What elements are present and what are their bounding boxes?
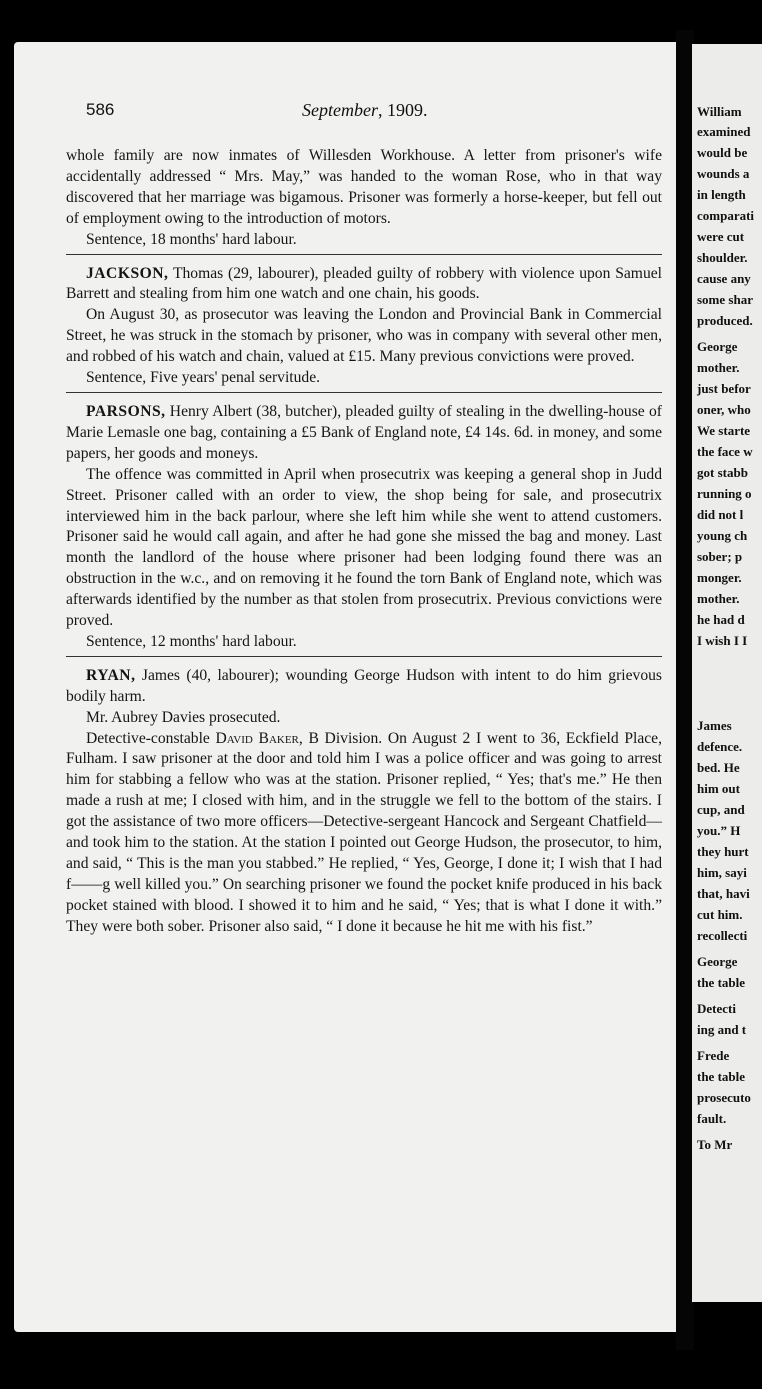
case-heading-jackson [66,264,662,306]
running-head-month: September [302,100,378,120]
facing-page-line: the table [697,975,746,990]
facing-page-line: some shar [697,292,753,307]
case-sentence: Sentence, 12 months' hard labour. [86,632,297,650]
facing-page-line: just befor [697,381,751,396]
facing-page-line: monger. [697,570,742,585]
page-number: 586 [86,100,115,119]
facing-page-line: in length [697,187,746,202]
facing-page-line: comparati [697,208,755,223]
case-body-jackson: On August 30, as prosecutor was leaving the London and Provincial Bank in Commercial Street, he was struck in the stomach by prisoner, who was in company with several other men, and robbed of his watch and chain, valued at £15. Many previous convictions were proved. [66,306,662,366]
case-sentence: Sentence, 18 months' hard labour. [86,230,297,248]
facing-page-line: produced. [697,313,753,328]
facing-page-line: George [697,339,738,354]
facing-page-line: I wish I I [697,633,748,648]
case-heading-text: Thomas (29, labourer), pleaded guilty of robbery with violence upon Samuel Barrett and stealing from him one watch and one chain, his goods. [66,264,662,303]
case-heading-text: James (40, labourer); wounding George Hudson with intent to do him grievous bodily harm. [66,666,662,705]
running-head-year: , 1909. [377,100,428,120]
facing-page-line: mother. [697,360,740,375]
page-body [66,146,662,938]
facing-page-line: recollecti [697,928,748,943]
facing-page-line: William [697,104,742,119]
facing-page-line: young ch [697,528,748,543]
facing-page-line: examined [697,124,751,139]
facing-page-line: George [697,954,738,969]
witness-testimony [66,729,662,938]
case-continuation-text: whole family are now inmates of Willesden Workhouse. A letter from prisoner's wife accidentally addressed “ Mrs. May,” was handed to the woman Rose, who in that way discovered that her marriage was bigamous. Prisoner was formerly a horse-keeper, but fell out of employment owing to the introduction of motors. [66,147,662,227]
facing-page-line: oner, who [697,402,751,417]
facing-page-line: running o [697,486,752,501]
facing-page-line: the table [697,1069,746,1084]
defendant-name: RYAN, [86,666,136,684]
page-header [84,100,630,124]
defendant-name: JACKSON, [86,264,169,282]
facing-page-line: cut him. [697,907,743,922]
facing-page-line: him out [697,781,740,796]
facing-page-line: mother. [697,591,740,606]
case-divider [66,392,662,393]
facing-page-line: were cut [697,229,745,244]
facing-page-line: prosecuto [697,1090,751,1105]
prosecution-note: Mr. Aubrey Davies prosecuted. [86,708,281,726]
running-head [302,100,427,121]
facing-page-line: Detecti [697,1001,736,1016]
facing-page-line: fault. [697,1111,727,1126]
facing-page-line: you.” H [697,823,741,838]
facing-page-line: We starte [697,423,751,438]
facing-page-line: Frede [697,1048,730,1063]
case-body-parsons: The offence was committed in April when prosecutrix was keeping a general shop in Judd Street. Prisoner called with an order to view, the shop being for sale, and prosecutrix interviewed him in the back parlour, where she left him while she went to attend customers. Prisoner said he would call again, and after he had gone she missed the bag and money. Last month the landlord of the house where prisoner had been lodging found there was an obstruction in the w.c., and on removing it he found the torn Bank of England note, which was afterwards identified by the number as that stolen from prosecutrix. Previous convictions were proved. [66,465,662,630]
facing-page-line: him, sayi [697,865,747,880]
case-heading-ryan [66,666,662,708]
case-divider [66,254,662,255]
facing-page-line: he had d [697,612,745,627]
facing-page-line: defence. [697,739,743,754]
case-divider [66,656,662,657]
facing-page-line: shoulder. [697,250,748,265]
facing-page-line: cup, and [697,802,745,817]
facing-page-line: got stabb [697,465,748,480]
case-heading-parsons [66,402,662,465]
case-sentence: Sentence, Five years' penal servitude. [86,369,321,387]
case-heading-text: Henry Albert (38, butcher), pleaded guilty of stealing in the dwelling-house of Marie Lemasle one bag, containing a £5 Bank of England note, £4 14s. 6d. in money, and some papers, her goods and moneys. [66,402,662,462]
facing-page-line: sober; p [697,549,743,564]
facing-page-line: James [697,718,732,733]
testimony-text: , B Division. On August 2 I went to 36, Eckfield Place, Fulham. I saw prisoner at the door and told him I was a police officer and was going to arrest him for stabbing a fellow who was at the station. Prisoner replied, “ Yes; that's me.” He then made a rush at me; I closed with him, and in the struggle we fell to the bottom of the stairs. I got the assistance of two more officers—Detective-sergeant Hancock and Sergeant Chatfield—and took him to the station. At the station I pointed out George Hudson, the prosecutor, to him, and said, “ This is the man you stabbed.” He replied, “ Yes, George, I done it; I wish that I had f——g well killed you.” On searching prisoner we found the pocket knife produced in his back pocket stained with blood. I showed it to him and he said, “ Yes; that is what I done it with.” They were both sober. Prisoner also said, “ I done it because he hit me with his fist.” [66,729,662,935]
witness-name: David Baker [215,729,299,747]
facing-page-line: did not l [697,507,744,522]
facing-page-edge [692,44,762,1302]
facing-page-line: bed. He [697,760,740,775]
facing-page-line: To Mr [697,1137,733,1152]
facing-page-line: would be [697,145,748,160]
book-page [14,42,680,1332]
facing-page-line: that, havi [697,886,750,901]
defendant-name: PARSONS, [86,402,166,420]
facing-page-line: the face w [697,444,753,459]
facing-page-line: ing and t [697,1022,747,1037]
witness-title: Detective-constable [86,729,216,747]
facing-page-line: wounds a [697,166,750,181]
facing-page-line: cause any [697,271,751,286]
facing-page-line: they hurt [697,844,749,859]
